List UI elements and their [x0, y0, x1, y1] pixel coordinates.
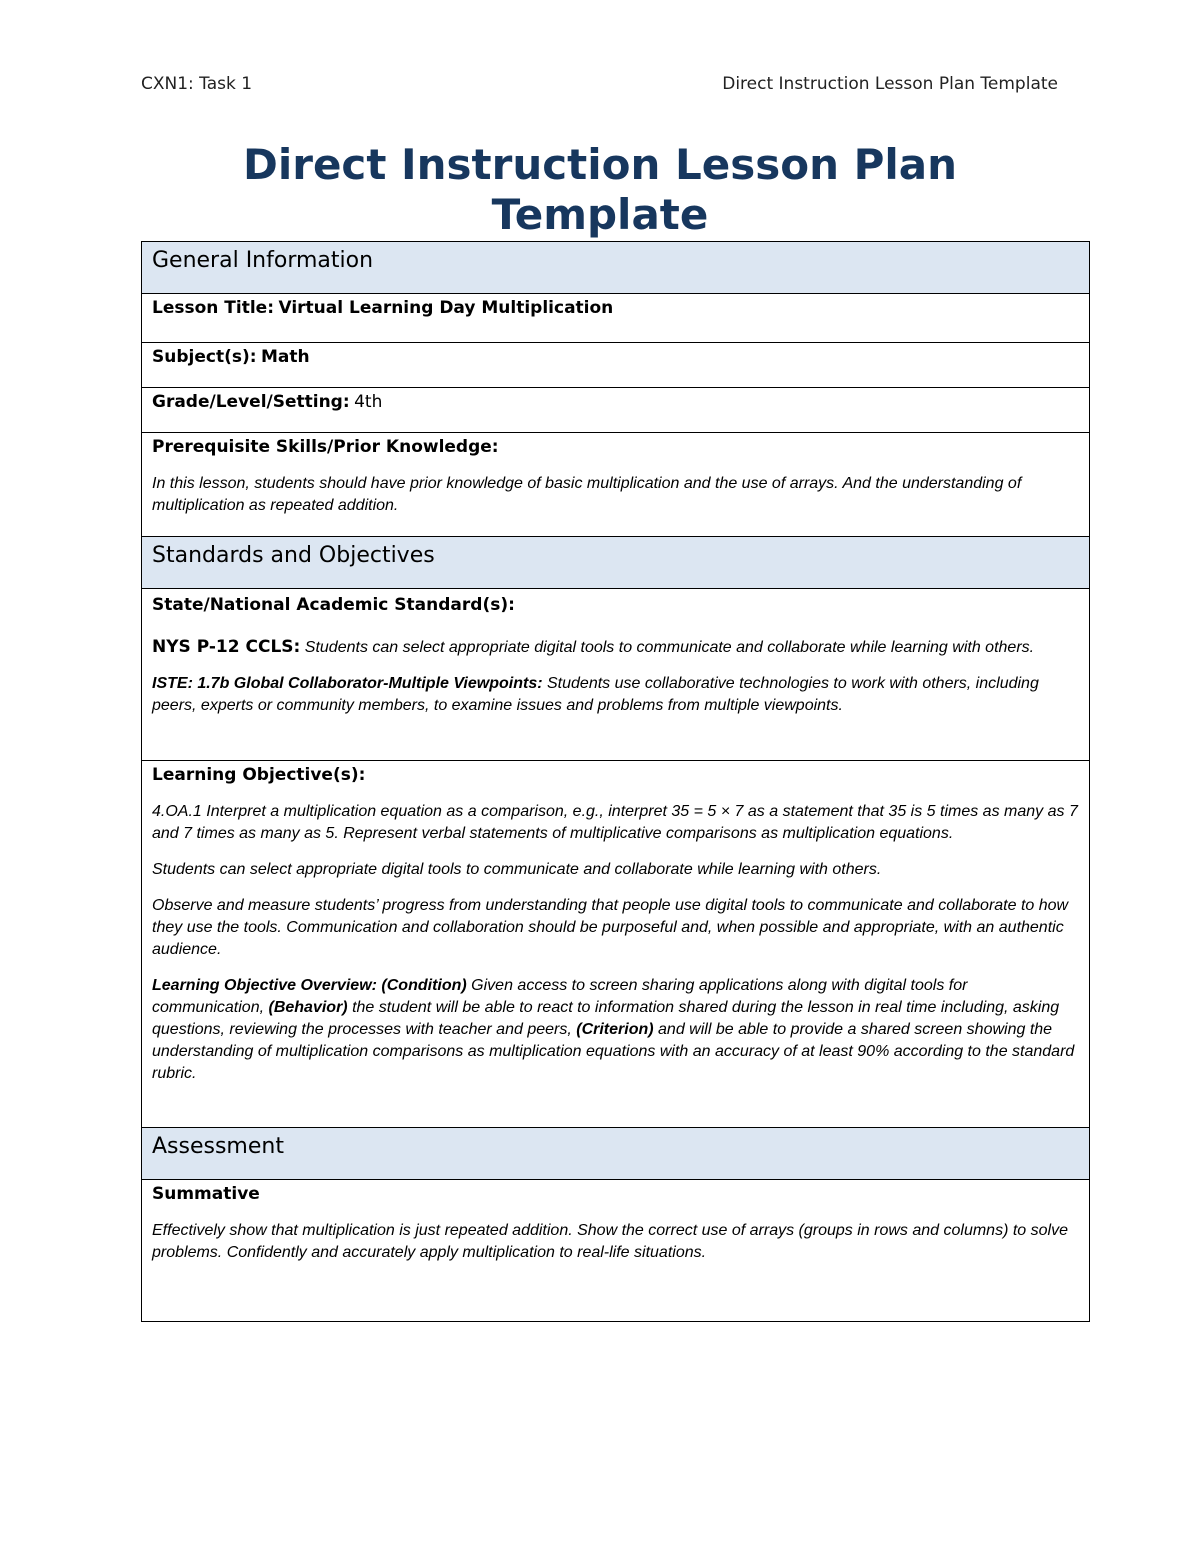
grade-row	[142, 388, 1090, 433]
document-title	[141, 140, 1059, 240]
prerequisite-row	[142, 433, 1090, 537]
lesson-title-row	[142, 294, 1090, 343]
page-header-right: Direct Instruction Lesson Plan Template	[722, 74, 1058, 94]
summative-row	[142, 1180, 1090, 1322]
nys-label: NYS P-12 CCLS:	[152, 637, 301, 657]
objective-overview	[152, 975, 1079, 1085]
prerequisite-text: In this lesson, students should have prior knowledge of basic multiplication and the use of arrays. And the understanding of multiplication as repeated addition.	[152, 475, 1022, 514]
learning-objective-label: Learning Objective(s):	[152, 765, 366, 785]
lesson-title-label: Lesson Title:	[152, 298, 275, 318]
learning-objectives-row	[142, 761, 1090, 1128]
iste-standard	[152, 673, 1079, 717]
overview-label: Learning Objective Overview:	[152, 977, 377, 994]
iste-text: Students use collaborative technologies to work with others, including peers, experts or community members, to examine issues and problems from multiple viewpoints.	[152, 675, 1039, 714]
criterion-label: (Criterion)	[576, 1021, 654, 1038]
criterion-text: and will be able to provide a shared screen showing the understanding of multiplication comparisons as multiplication equations with an accuracy of at least 90% according to the standard rubric.	[152, 1021, 1075, 1082]
lesson-plan-table	[141, 241, 1090, 1322]
lesson-title-value: Virtual Learning Day Multiplication	[278, 298, 614, 318]
condition-text: Given access to screen sharing applications along with digital tools for communication,	[152, 977, 968, 1016]
behavior-text: the student will be able to react to information shared during the lesson in real time including, asking questions, reviewing the processes with teacher and peers,	[152, 999, 1060, 1038]
standards-row	[142, 589, 1090, 761]
prerequisite-label: Prerequisite Skills/Prior Knowledge:	[152, 437, 499, 457]
nys-standard	[152, 637, 1079, 659]
objective-paragraph-3: Observe and measure students’ progress from understanding that people use digital tools to communicate and collaborate to how they use the tools. Communication and collaboration should be purposeful and, when possible and appropriate, with an authentic audience.	[152, 897, 1069, 958]
condition-label: (Condition)	[381, 977, 467, 994]
nys-text: Students can select appropriate digital tools to communicate and collaborate while learning with others.	[304, 639, 1035, 656]
summative-text: Effectively show that multiplication is just repeated addition. Show the correct use of arrays (groups in rows and columns) to solve problems. Confidently and accurately apply multiplication to real-life situations.	[152, 1222, 1068, 1261]
section-assessment: Assessment	[142, 1128, 1090, 1180]
grade-value: 4th	[354, 392, 383, 412]
subject-value: Math	[261, 347, 310, 367]
grade-label: Grade/Level/Setting:	[152, 392, 350, 412]
section-general-information: General Information	[142, 242, 1090, 294]
title-line-1: Direct Instruction Lesson Plan	[242, 140, 958, 189]
objective-paragraph-1: 4.OA.1 Interpret a multiplication equation as a comparison, e.g., interpret 35 = 5 × 7 as a statement that 35 is 5 times as many as 7 and 7 times as many as 5. Represent verbal statements of multiplicative comparisons as multiplication equations.	[152, 803, 1078, 842]
iste-label: ISTE: 1.7b Global Collaborator-Multiple Viewpoints:	[152, 675, 543, 692]
section-standards-objectives: Standards and Objectives	[142, 537, 1090, 589]
subject-label: Subject(s):	[152, 347, 257, 367]
title-line-2: Template	[491, 190, 709, 239]
summative-label: Summative	[152, 1184, 260, 1204]
behavior-label: (Behavior)	[268, 999, 348, 1016]
objective-paragraph-2: Students can select appropriate digital tools to communicate and collaborate while learning with others.	[152, 861, 882, 878]
subject-row	[142, 343, 1090, 388]
page-header-left: CXN1: Task 1	[141, 74, 253, 94]
state-standard-label: State/National Academic Standard(s):	[152, 595, 515, 615]
